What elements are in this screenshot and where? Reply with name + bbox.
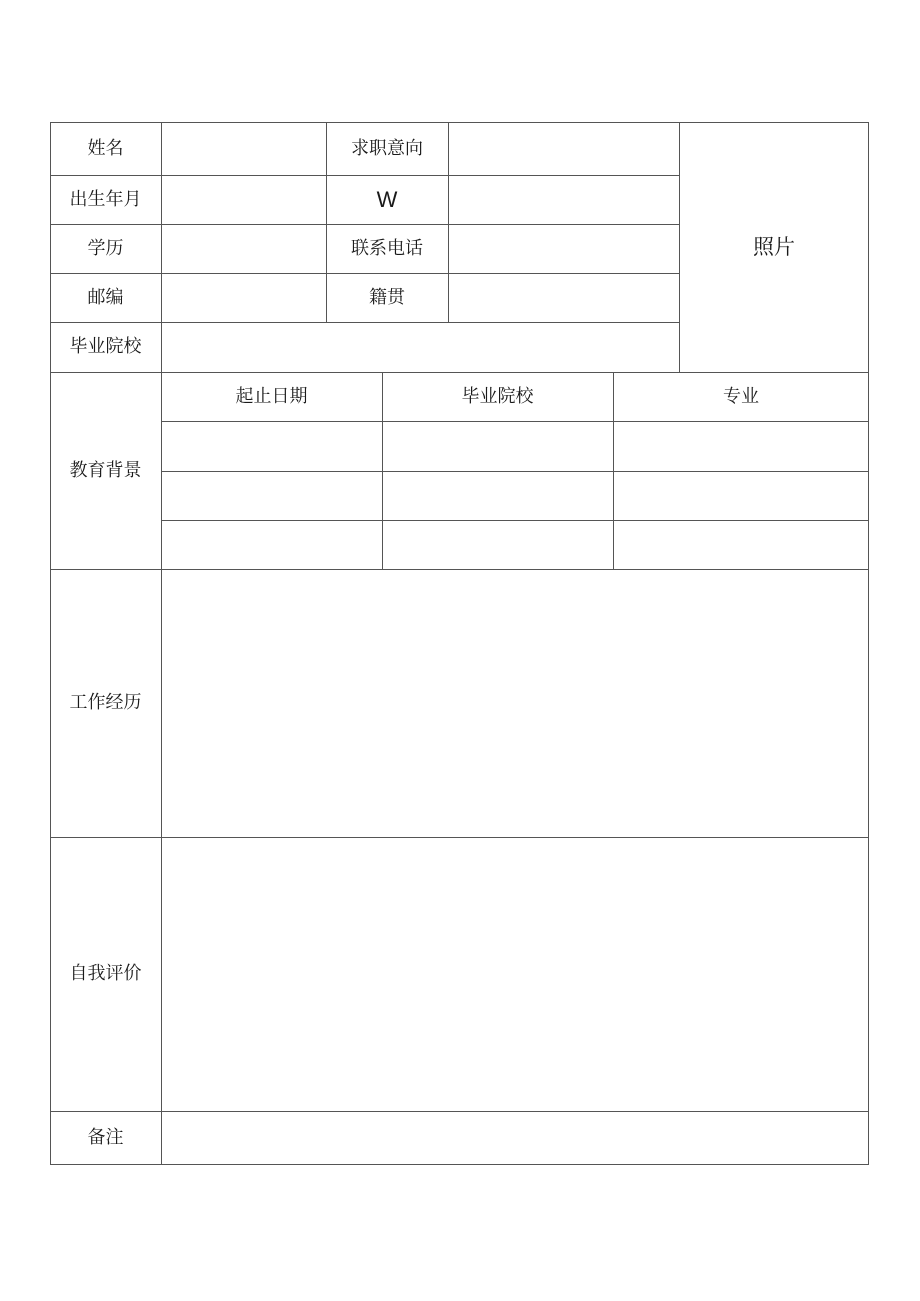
mid-mark: W	[376, 186, 398, 212]
edu-row-3-dates[interactable]	[161, 520, 382, 569]
photo-label[interactable]: 照片	[753, 234, 795, 259]
edu-col-major: 专业	[723, 385, 759, 407]
self-evaluation-field[interactable]	[161, 837, 869, 1111]
school-field[interactable]	[161, 322, 679, 372]
postcode-label: 邮编	[87, 286, 124, 308]
edu-row-2-dates[interactable]	[161, 471, 382, 520]
birth-field[interactable]	[161, 175, 326, 224]
remarks-field[interactable]	[161, 1111, 869, 1164]
name-field[interactable]	[161, 122, 326, 175]
edu-row-1-school[interactable]	[382, 421, 613, 471]
birth-label: 出生年月	[69, 188, 142, 210]
native-place-field[interactable]	[448, 273, 679, 322]
job-intent-label: 求职意向	[351, 137, 423, 159]
edu-row-3-major[interactable]	[613, 520, 869, 569]
border-bottom	[50, 1164, 869, 1165]
edu-row-1-dates[interactable]	[161, 421, 382, 471]
school-label: 毕业院校	[69, 336, 142, 357]
phone-field[interactable]	[448, 224, 679, 273]
remarks-label: 备注	[87, 1126, 124, 1148]
edu-row-2-major[interactable]	[613, 471, 869, 520]
edu-row-3-school[interactable]	[382, 520, 613, 569]
native-place-label: 籍贯	[369, 286, 405, 308]
education-label: 学历	[87, 237, 124, 259]
name-label: 姓名	[87, 137, 124, 159]
work-experience-field[interactable]	[161, 569, 869, 837]
edu-col-dates: 起止日期	[235, 385, 308, 407]
self-evaluation-label: 自我评价	[69, 963, 142, 984]
edu-col-school: 毕业院校	[461, 385, 534, 407]
job-intent-field[interactable]	[448, 122, 679, 175]
postcode-field[interactable]	[161, 273, 326, 322]
phone-label: 联系电话	[351, 237, 423, 259]
education-background-label: 教育背景	[69, 459, 142, 481]
birth-extra-field[interactable]	[448, 175, 679, 224]
resume-form	[50, 122, 869, 1165]
edu-row-1-major[interactable]	[613, 421, 869, 471]
education-field[interactable]	[161, 224, 326, 273]
work-experience-label: 工作经历	[69, 692, 142, 713]
edu-row-2-school[interactable]	[382, 471, 613, 520]
